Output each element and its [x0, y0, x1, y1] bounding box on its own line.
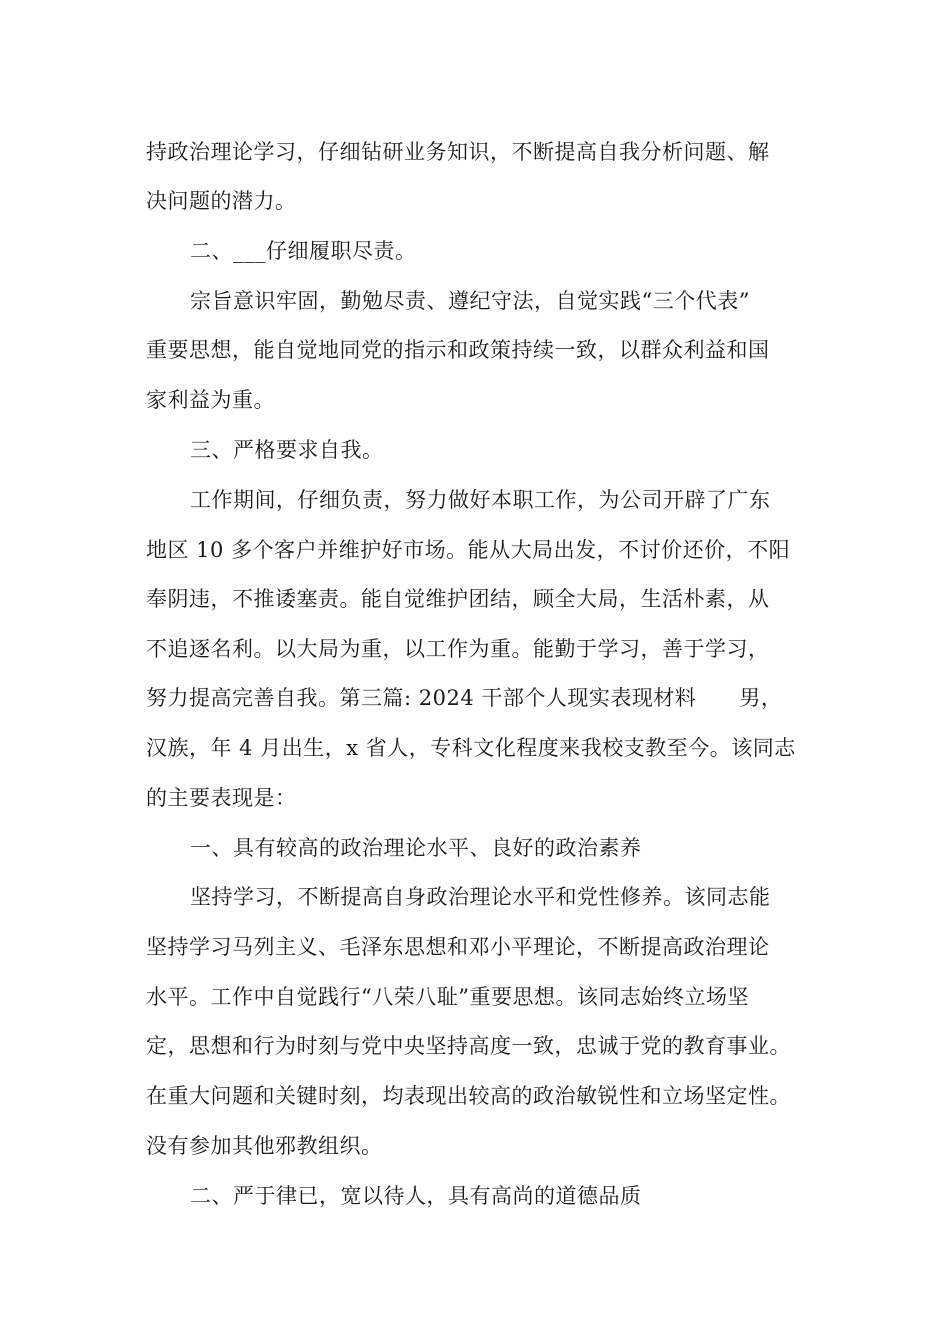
text-line: 没有参加其他邪教组织。 — [146, 1134, 383, 1158]
text-line: 水平。工作中自觉践行“八荣八耻”重要思想。该同志始终立场坚 — [146, 985, 749, 1009]
text-line: 坚持学习马列主义、毛泽东思想和邓小平理论，不断提高政治理论 — [146, 935, 770, 959]
text-line: 重要思想，能自觉地同党的指示和政策持续一致，以群众利益和国 — [146, 338, 770, 362]
text-line: 在重大问题和关键时刻，均表现出较高的政治敏锐性和立场坚定性。 — [146, 1084, 791, 1108]
text-line: 持政治理论学习，仔细钻研业务知识，不断提高自我分析问题、解 — [146, 140, 770, 164]
section-heading: 二、严于律已，宽以待人，具有高尚的道德品质 — [190, 1184, 642, 1208]
section-heading: 三、严格要求自我。 — [190, 438, 384, 462]
text-line: 宗旨意识牢固，勤勉尽责、遵纪守法，自觉实践“三个代表” — [190, 289, 750, 313]
text-line: 的主要表现是： — [146, 786, 297, 810]
text-line: 坚持学习，不断提高自身政治理论水平和党性修养。该同志能 — [190, 885, 771, 909]
section-heading: 二、___仔细履职尽责。 — [190, 239, 417, 263]
text-line: 努力提高完善自我。第三篇: 2024 干部个人现实表现材料 男， — [146, 686, 783, 710]
text-line: 家利益为重。 — [146, 388, 275, 412]
text-line: 决问题的潜力。 — [146, 189, 297, 213]
text-line: 汉族，年 4 月出生，x 省人，专科文化程度来我校支教至今。该同志 — [146, 736, 796, 760]
text-line: 奉阴违，不推诿塞责。能自觉维护团结，顾全大局，生活朴素，从 — [146, 587, 770, 611]
text-line: 工作期间，仔细负责，努力做好本职工作，为公司开辟了广东 — [190, 488, 771, 512]
section-heading: 一、具有较高的政治理论水平、良好的政治素养 — [190, 836, 642, 860]
text-line: 不追逐名利。以大局为重，以工作为重。能勤于学习，善于学习， — [146, 637, 770, 661]
text-line: 地区 10 多个客户并维护好市场。能从大局出发，不讨价还价，不阳 — [146, 538, 791, 562]
text-line: 定，思想和行为时刻与党中央坚持高度一致，忠诚于党的教育事业。 — [146, 1034, 791, 1058]
